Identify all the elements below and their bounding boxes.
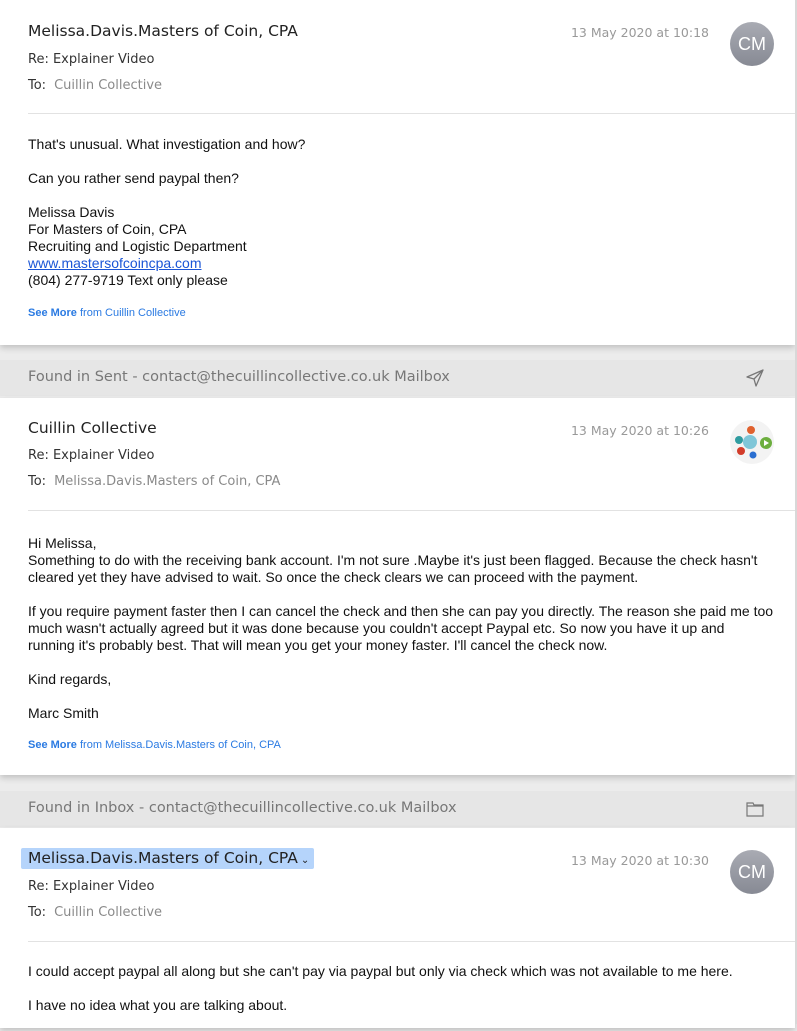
recipient[interactable]: Cuillin Collective <box>54 78 163 93</box>
divider <box>28 510 795 511</box>
signature-line: Melissa Davis <box>28 204 115 220</box>
recipient[interactable]: Cuillin Collective <box>54 905 163 920</box>
sender-name[interactable]: Cuillin Collective <box>28 419 157 437</box>
message-body <box>28 963 775 1031</box>
sender-name[interactable]: Melissa.Davis.Masters of Coin, CPA <box>28 22 298 40</box>
body-paragraph: I have no idea what you are talking about. <box>28 997 288 1013</box>
message-header <box>28 828 795 924</box>
message-body <box>28 535 775 754</box>
chevron-down-icon[interactable]: ⌄ <box>300 855 310 866</box>
found-in-sent-bar <box>0 360 795 396</box>
message-header <box>28 0 795 96</box>
message-3 <box>0 828 795 1028</box>
avatar: CM <box>730 22 774 66</box>
signature <box>28 204 775 289</box>
body-paragraph: I could accept paypal all along but she can't pay via paypal but only via check which was not available to me here. <box>28 963 733 979</box>
recipient-line <box>28 78 162 93</box>
paper-plane-icon <box>745 368 765 392</box>
body-paragraph: If you require payment faster then I can cancel the check and then she can pay you directly. The reason she paid me too much wasn't actually agreed but it was done because you couldn't accept Paypal etc. So now you have it up and running it's probably best. That will mean you get your money faster. I'll cancel the check now. <box>28 603 774 653</box>
body-paragraph: Kind regards, <box>28 671 112 687</box>
body-paragraph: That's unusual. What investigation and how? <box>28 136 306 152</box>
message-2 <box>0 398 795 775</box>
recipient-line <box>28 905 162 920</box>
see-more-source[interactable]: from Cuillin Collective <box>79 307 186 319</box>
found-in-inbox-bar <box>0 791 795 827</box>
signature-line: Recruiting and Logistic Department <box>28 238 247 254</box>
divider <box>28 113 795 114</box>
subject: Re: Explainer Video <box>28 52 155 67</box>
subject: Re: Explainer Video <box>28 448 155 463</box>
message-date: 13 May 2020 at 10:30 <box>570 853 709 868</box>
divider <box>28 941 795 942</box>
website-link[interactable]: www.mastersofcoincpa.com <box>28 255 202 271</box>
signature-phone: (804) 277-9719 Text only please <box>28 272 228 288</box>
message-header <box>28 398 795 494</box>
see-more-link[interactable] <box>28 305 775 322</box>
found-in-label: Found in Sent - contact@thecuillincollective.co.uk Mailbox <box>28 369 450 385</box>
body-paragraph: Marc Smith <box>28 705 99 721</box>
message-date: 13 May 2020 at 10:26 <box>570 423 709 438</box>
subject: Re: Explainer Video <box>28 879 155 894</box>
message-1 <box>0 0 795 345</box>
recipient[interactable]: Melissa.Davis.Masters of Coin, CPA <box>54 474 281 489</box>
signature-line: For Masters of Coin, CPA <box>28 221 187 237</box>
see-more-label[interactable]: See More <box>28 307 77 319</box>
cuillin-logo-avatar <box>730 420 774 464</box>
to-label: To: <box>28 78 47 93</box>
see-more-link[interactable] <box>28 737 775 754</box>
sender-name-selected[interactable] <box>21 848 314 869</box>
folder-icon <box>745 799 765 823</box>
see-more-source[interactable]: from Melissa.Davis.Masters of Coin, CPA <box>79 739 281 751</box>
greeting: Hi Melissa, <box>28 535 97 551</box>
to-label: To: <box>28 474 47 489</box>
message-date: 13 May 2020 at 10:18 <box>570 25 709 40</box>
message-body <box>28 136 775 322</box>
body-paragraph: Can you rather send paypal then? <box>28 170 239 186</box>
found-in-label: Found in Inbox - contact@thecuillincollective.co.uk Mailbox <box>28 800 457 816</box>
body-paragraph: Something to do with the receiving bank account. I'm not sure .Maybe it's just been flagged. Because the check hasn't cleared yet they have advised to wait. So once the check clears we can proceed with the payment. <box>28 552 758 585</box>
see-more-label[interactable]: See More <box>28 739 77 751</box>
to-label: To: <box>28 905 47 920</box>
avatar: CM <box>730 850 774 894</box>
sender-name[interactable]: Melissa.Davis.Masters of Coin, CPA <box>28 849 298 867</box>
recipient-line <box>28 474 280 489</box>
